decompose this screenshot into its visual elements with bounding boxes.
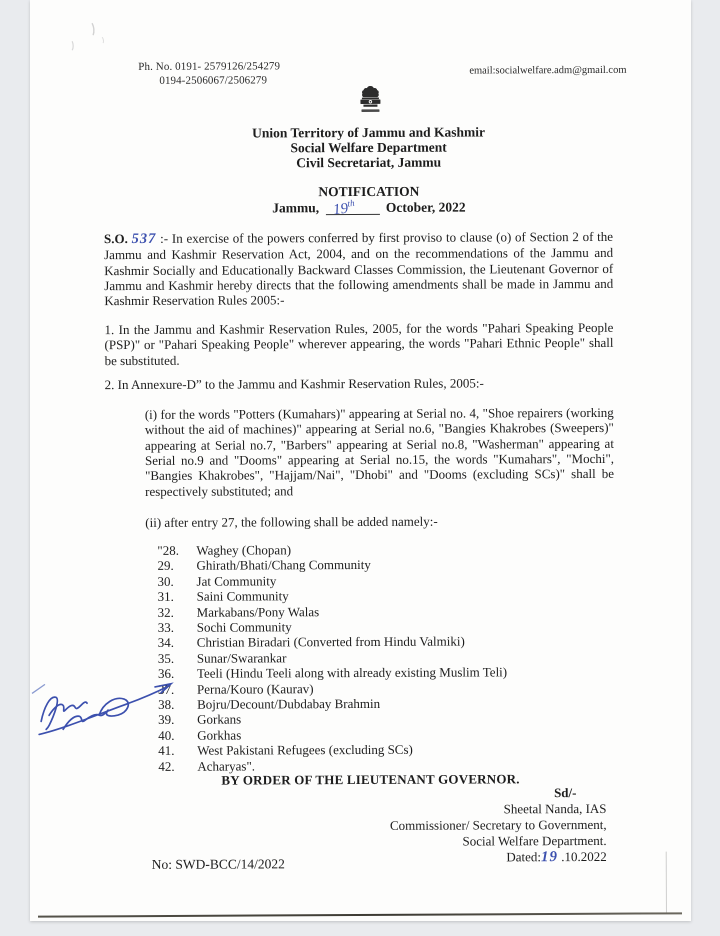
entry-text: Gorkans [197,711,242,728]
entry-number: 37. [157,681,175,697]
notification-heading [69,183,669,217]
signatory-title-1: Commissioner/ Secretary to Government, [389,816,607,833]
reference-number: No: SWD-BCC/14/2022 [151,856,285,872]
entry-text: Acharyas". [197,758,256,774]
so-label: S.O. [103,231,128,247]
entry-number: 41. [158,743,175,759]
entry-number: 29. [157,558,174,574]
entry-row [157,557,506,574]
dated-label: Dated: [506,848,542,864]
entry-number: 40. [158,727,175,743]
document-page [30,0,691,921]
entry-text: Gorkhas [197,727,242,743]
handwritten-so-number: 537 [131,230,157,247]
entry-text: Waghey (Chopan) [196,542,292,558]
entry-row [158,618,507,635]
entry-number: 34. [157,635,175,651]
phone-numbers [138,60,280,88]
entry-row [158,588,507,605]
entry-row [158,680,507,697]
paper-crease [666,852,667,914]
amendment-para-1: 1. In the Jammu and Kashmir Reservation Rules, 2005, for the words "Pahari Speaking People (PSP)" or "Pahari Speaking People" wherever appearing, the words "Pahari Ethnic People" shall be substituted. [104,319,614,368]
handwritten-date-blank [325,197,379,219]
entry-text: Ghirath/Bhati/Chang Community [196,557,371,574]
phone-line-2: 0194-2506067/2506279 [159,73,268,87]
entry-text: West Pakistani Refugees (excluding SCs) [197,742,413,758]
by-order-line: BY ORDER OF THE LIEUTENANT GOVERNOR. [221,771,520,788]
date-month-year: October, 2022 [385,199,466,215]
org-line-department: Social Welfare Department [290,139,447,156]
email-address: email:socialwelfare.adm@gmail.com [469,64,627,77]
entry-row [157,541,506,558]
place-label: Jammu, [272,200,320,216]
entry-number: 32. [157,604,174,620]
clause-ii: (ii) after entry 27, the following shall be added namely:- [145,513,438,530]
entry-row [158,742,507,759]
entry-text: Perna/Kouro (Kaurav) [196,680,314,697]
entry-text: Bojru/Decount/Dubdabay Brahmin [197,695,381,712]
entry-row [158,634,507,651]
entry-row [157,572,506,589]
org-header [69,124,669,172]
amendment-para-2: 2. In Annexure-D” to the Jammu and Kashmir Reservation Rules, 2005:- [104,375,484,393]
sd-line: Sd/- [554,785,577,801]
entry-number: "28. [157,542,179,558]
signatory-title-2: Social Welfare Department. [462,832,607,849]
entry-row [158,603,507,620]
entry-number: 30. [157,573,174,589]
dated-month-year: .10.2022 [561,848,607,864]
entry-row [158,695,507,712]
entry-row [158,665,507,682]
entry-text: Markabans/Pony Walas [196,603,320,620]
handwritten-signature [33,659,178,745]
entry-row [158,649,507,666]
notification-title: NOTIFICATION [318,183,420,200]
handwritten-dated-day: 19 [540,848,559,865]
signatory-block [390,785,607,866]
entry-text: Teeli (Hindu Teeli along with already existing Muslim Teli) [196,664,508,681]
entry-number: 35. [157,650,175,666]
added-entries-list [157,541,507,774]
state-emblem-icon [357,84,383,124]
dated-line [390,849,607,867]
entry-text: Jat Community [196,573,277,589]
pencil-marks [58,11,138,61]
org-line-territory: Union Territory of Jammu and Kashmir [252,124,486,141]
notification-date-line [69,199,669,217]
entry-text: Sunar/Swarankar [196,650,287,666]
entry-text: Sochi Community [196,619,292,635]
signatory-name: Sheetal Nanda, IAS [503,800,607,817]
entry-text: Christian Biradari (Converted from Hindu Valmiki) [196,633,465,651]
handwritten-day: 19th [331,197,355,219]
so-paragraph [104,229,613,309]
ink-stray-mark [31,681,47,695]
entry-number: 39. [158,712,175,728]
phone-line-1: Ph. No. 0191- 2579126/254279 [138,60,281,73]
entry-row [158,726,507,743]
page-content [28,0,693,922]
entry-number: 38. [158,696,175,712]
entry-text: Saini Community [196,588,289,604]
entry-number: 31. [157,589,174,605]
entry-number: 33. [157,619,175,635]
clause-i: (i) for the words "Potters (Kumahars)" appearing at Serial no. 4, "Shoe repairers (working without the aid of machines)" appearing at Serial no.6, "Bangies Khakrobes (Sweepers)" appearing at Serial no.7, "Barbers" appearing at Serial no.8, "Washerman" appearing at Serial no.9 and "Dooms" appearing at Serial no.15, the words "Kumahars", "Mochi", "Bangies Khakrobes", "Hajjam/Nai", "Dhobi" and "Dooms (excluding SCs)" shall be respectively substituted; and [144,404,615,499]
entry-row [158,711,507,728]
entry-number: 42. [158,758,175,774]
so-paragraph-text: :- In exercise of the powers conferred by first proviso to clause (o) of Section 2 of the Jammu and Kashmir Reservation Act, 2004, and on the recommendations of the Jammu and Kashmir Socially and Educationally Backward Classes Commission, the Lieutenant Governor of Jammu and Kashmir hereby directs that the following amendments shall be made in Jammu and Kashmir Reservation Rules 2005:- [104,228,614,309]
org-line-secretariat: Civil Secretariat, Jammu [296,155,442,171]
entry-number: 36. [157,666,175,682]
